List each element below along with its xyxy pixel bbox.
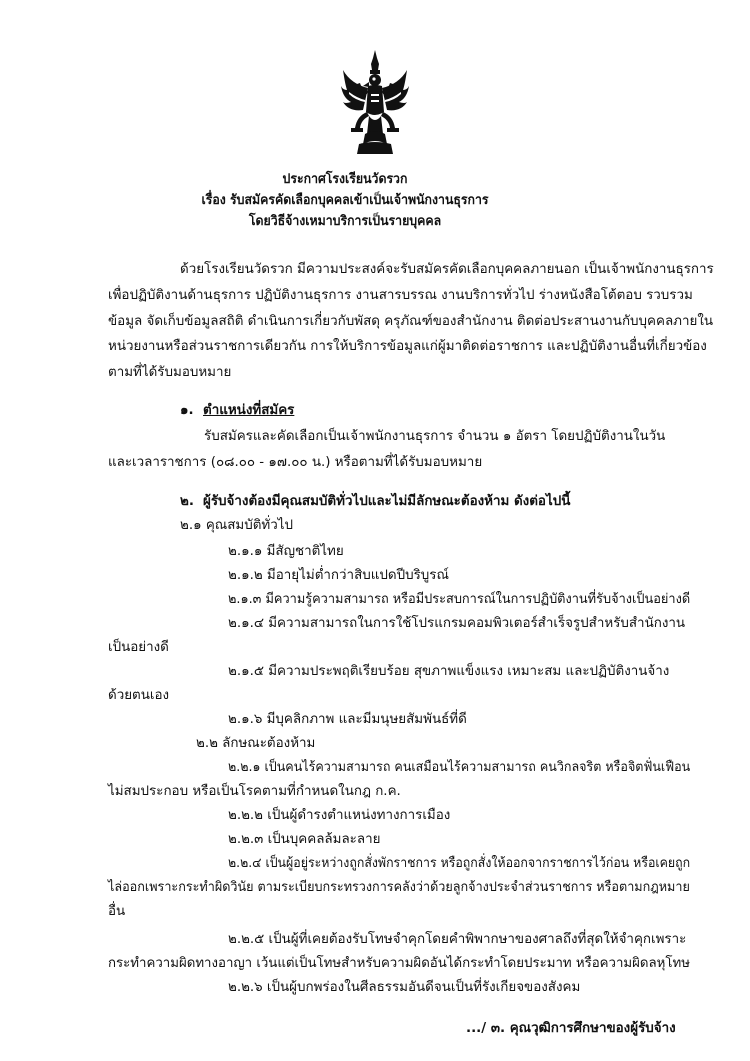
prohibition-2-2-6: ๒.๒.๖ เป็นผู้บกพร่องในศีลธรรมอันดีจนเป็นที่รังเกียจของสังคม <box>228 980 581 995</box>
prohibition-2-2-1-cont: ไม่สมประกอบ หรือเป็นโรคตามที่กำหนดในกฎ ก.ค. <box>108 784 401 799</box>
intro-line-5: ตามที่ได้รับมอบหมาย <box>108 365 232 380</box>
qualification-2-1-6: ๒.๑.๖ มีบุคลิกภาพ และมีมนุษยสัมพันธ์ที่ดี <box>228 712 467 727</box>
announcement-title: ประกาศโรงเรียนวัดรวก <box>282 172 408 187</box>
section-1-line-1: รับสมัครและคัดเลือกเป็นเจ้าพนักงานธุรการ จำนวน ๑ อัตรา โดยปฏิบัติงานในวัน <box>204 429 666 444</box>
qualification-2-1-5-cont: ด้วยตนเอง <box>108 688 170 703</box>
section-2-number: ๒. <box>180 494 194 509</box>
intro-line-4: หน่วยงานหรือส่วนราชการเดียวกัน การให้บริการข้อมูลแก่ผู้มาติดต่อราชการ และปฏิบัติงานอื่นที่เกี่ยวข้อง <box>108 339 707 354</box>
section-1-heading: ตำแหน่งที่สมัคร <box>203 403 295 418</box>
qualification-2-1-3: ๒.๑.๓ มีความรู้ความสามารถ หรือมีประสบการณ์ในการปฏิบัติงานที่รับจ้างเป็นอย่างดี <box>228 592 691 607</box>
prohibition-2-2-4-cont: ไล่ออกเพราะกระทำผิดวินัย ตามระเบียบกระทรวงการคลังว่าด้วยลูกจ้างประจำส่วนราชการ หรือตามกฎหมาย <box>108 880 690 895</box>
prohibition-2-2-5: ๒.๒.๕ เป็นผู้ที่เคยต้องรับโทษจำคุกโดยคำพิพากษาของศาลถึงที่สุดให้จำคุกเพราะ <box>228 932 687 947</box>
section-2-1-heading: ๒.๑ คุณสมบัติทั่วไป <box>180 518 293 533</box>
qualification-2-1-4-cont: เป็นอย่างดี <box>108 640 169 655</box>
prohibition-2-2-4: ๒.๒.๔ เป็นผู้อยู่ระหว่างถูกสั่งพักราชการ หรือถูกสั่งให้ออกจากราชการไว้ก่อน หรือเคยถูก <box>228 856 691 871</box>
section-2-heading: ผู้รับจ้างต้องมีคุณสมบัติทั่วไปและไม่มีลักษณะต้องห้าม ดังต่อไปนี้ <box>203 494 571 509</box>
continuation-note: .../ ๓. คุณวุฒิการศึกษาของผู้รับจ้าง <box>466 1021 676 1036</box>
announcement-method: โดยวิธีจ้างเหมาบริการเป็นรายบุคคล <box>248 214 442 229</box>
prohibition-2-2-3: ๒.๒.๓ เป็นบุคคลล้มละลาย <box>228 832 381 847</box>
intro-line-2: เพื่อปฏิบัติงานด้านธุรการ ปฏิบัติงานธุรการ งานสารบรรณ งานบริการทั่วไป ร่างหนังสือโต้ตอบ รวบรวม <box>108 288 693 303</box>
prohibition-2-2-1: ๒.๒.๑ เป็นคนไร้ความสามารถ คนเสมือนไร้ความสามารถ คนวิกลจริต หรือจิตฟั่นเฟือน <box>228 760 691 775</box>
qualification-2-1-5: ๒.๑.๕ มีความประพฤติเรียบร้อย สุขภาพแข็งแรง เหมาะสม และปฏิบัติงานจ้าง <box>228 664 670 679</box>
intro-line-1: ด้วยโรงเรียนวัดรวก มีความประสงค์จะรับสมัครคัดเลือกบุคคลภายนอก เป็นเจ้าพนักงานธุรการ <box>180 262 714 277</box>
qualification-2-1-1: ๒.๑.๑ มีสัญชาติไทย <box>228 544 344 559</box>
qualification-2-1-2: ๒.๑.๒ มีอายุไม่ต่ำกว่าสิบแปดปีบริบูรณ์ <box>228 568 449 583</box>
announcement-subject: เรื่อง รับสมัครคัดเลือกบุคคลเข้าเป็นเจ้าพนักงานธุรการ <box>201 193 489 208</box>
prohibition-2-2-2: ๒.๒.๒ เป็นผู้ดำรงตำแหน่งทางการเมือง <box>228 808 451 823</box>
section-1-number: ๑. <box>180 403 194 418</box>
qualification-2-1-4: ๒.๑.๔ มีความสามารถในการใช้โปรแกรมคอมพิวเตอร์สำเร็จรูปสำหรับสำนักงาน <box>228 616 686 631</box>
prohibition-2-2-4-cont-2: อื่น <box>108 904 126 919</box>
prohibition-2-2-5-cont: กระทำความผิดทางอาญา เว้นแต่เป็นโทษสำหรับความผิดอันได้กระทำโดยประมาท หรือความผิดลหุโทษ <box>108 956 691 971</box>
intro-line-3: ข้อมูล จัดเก็บข้อมูลสถิติ ดำเนินการเกี่ยวกับพัสดุ ครุภัณฑ์ของสำนักงาน ติดต่อประสานงานกับบุคคลภายใน <box>108 314 714 329</box>
garuda-emblem <box>341 50 409 154</box>
section-1-line-2: และเวลาราชการ (๐๘.๐๐ - ๑๗.๐๐ น.) หรือตามที่ได้รับมอบหมาย <box>108 455 483 470</box>
section-2-2-heading: ๒.๒ ลักษณะต้องห้าม <box>196 736 316 751</box>
